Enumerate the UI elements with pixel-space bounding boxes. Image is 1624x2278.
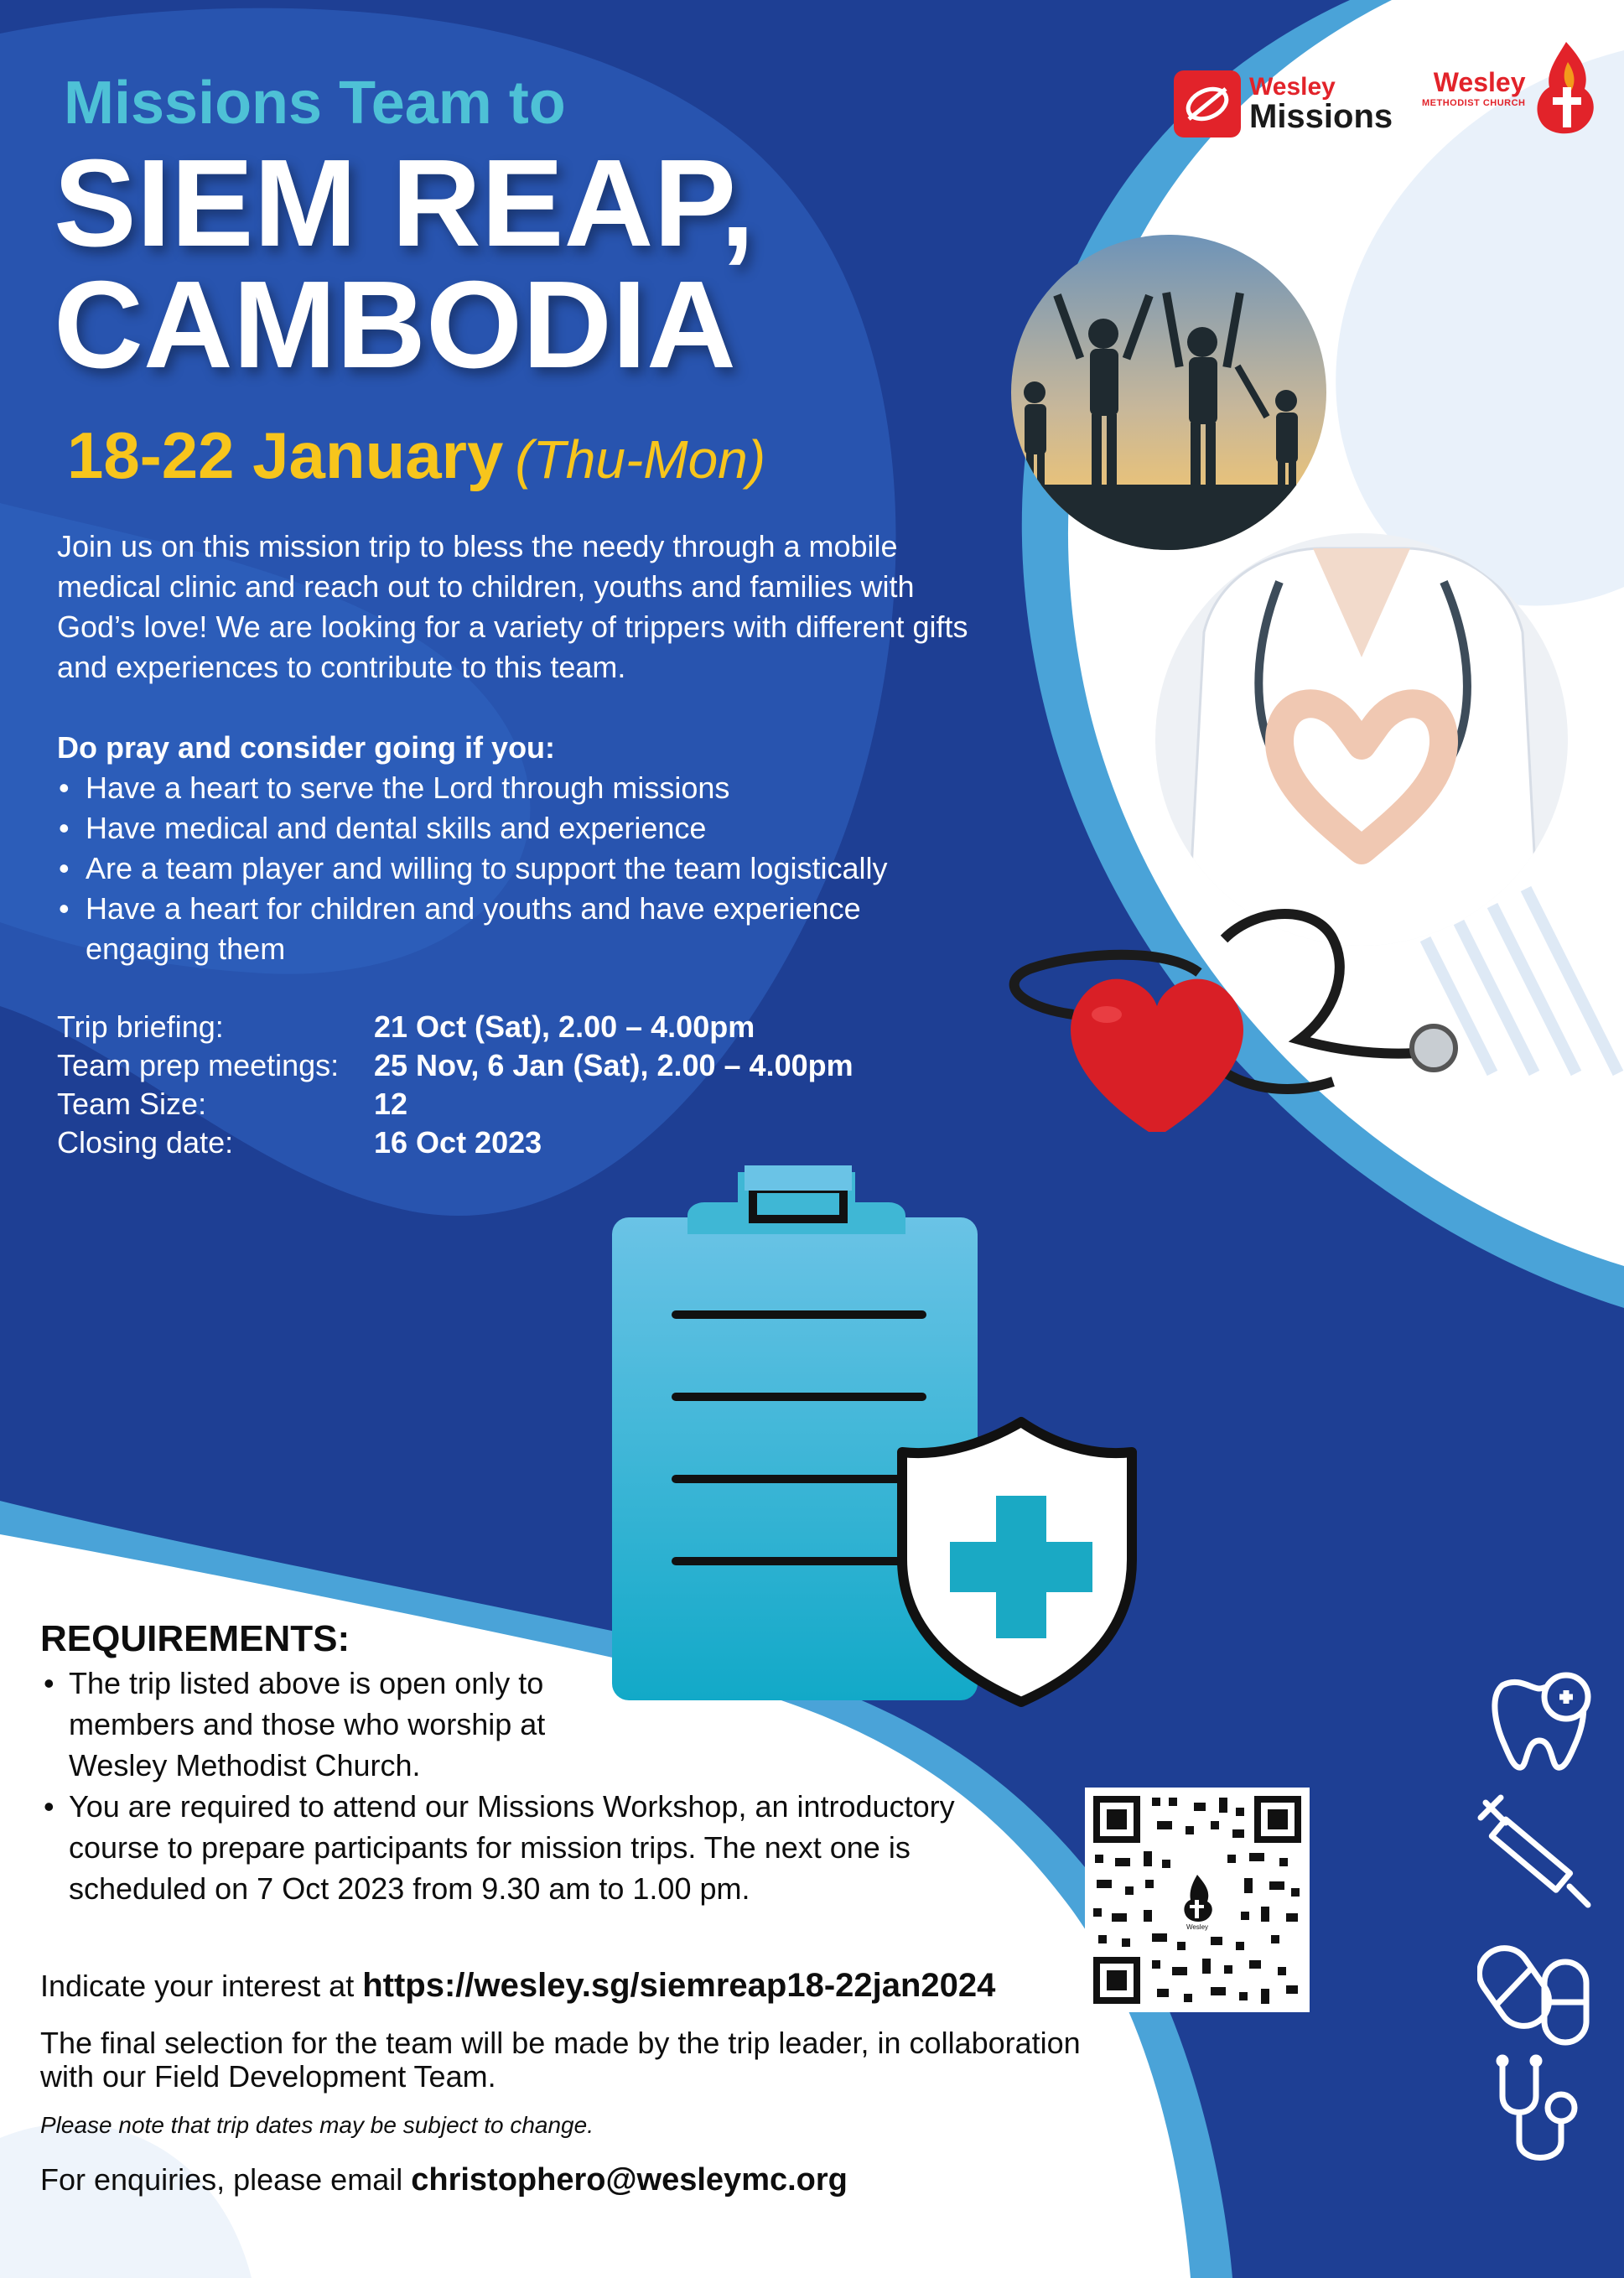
detail-value: 16 Oct 2023 <box>374 1125 542 1160</box>
celebration-photo <box>1009 233 1328 552</box>
trip-date-range: 18-22 January <box>67 418 504 492</box>
pray-heading: Do pray and consider going if you: <box>57 730 556 765</box>
title-line-2: CAMBODIA <box>54 256 736 395</box>
page-title <box>54 134 755 395</box>
doctor-heart-hands-photo <box>1154 532 1570 947</box>
wesley-missions-line1: Wesley <box>1249 73 1336 101</box>
interest-url-link[interactable]: https://wesley.sg/siemreap18-22jan2024 <box>362 1967 996 2004</box>
interest-line <box>40 1967 1097 2005</box>
trip-dates <box>67 418 765 494</box>
list-item: • You are required to attend our Missions Workshop, an introductory course to prepare participants for mission trips. The next one is scheduled on 7 Oct 2023 from 9.30 am to 1.00 pm. <box>40 1786 1025 1909</box>
detail-value: 25 Nov, 6 Jan (Sat), 2.00 – 4.00pm <box>374 1048 854 1082</box>
detail-row <box>57 1123 854 1162</box>
list-item: • Have a heart to serve the Lord through missions <box>57 768 988 808</box>
heart-stethoscope-icon <box>981 889 1476 1149</box>
final-selection-text: The final selection for the team will be made by the trip leader, in collaboration with our Field Development Team. <box>40 2026 1081 2094</box>
wesley-missions-logo <box>1174 70 1393 138</box>
detail-row <box>57 1008 854 1046</box>
requirements-heading: REQUIREMENTS: <box>40 1618 350 1659</box>
list-item: • Have a heart for children and youths and have experience engaging them <box>57 889 988 969</box>
flame-cross-icon <box>1531 39 1601 138</box>
trip-date-note: Please note that trip dates may be subject to change. <box>40 2112 594 2138</box>
list-item: • Have medical and dental skills and experience <box>57 808 988 848</box>
syringe-icon <box>1477 1794 1603 1912</box>
wesley-methodist-church-logo <box>1422 39 1601 138</box>
interest-prefix: Indicate your interest at <box>40 1969 355 2003</box>
detail-row <box>57 1085 854 1123</box>
pray-list <box>57 768 988 969</box>
detail-label: Trip briefing: <box>57 1009 224 1044</box>
trip-details <box>57 1008 854 1162</box>
wesley-missions-line2: Missions <box>1249 98 1393 135</box>
intro-section <box>57 527 988 969</box>
qr-code[interactable] <box>1085 1788 1310 2012</box>
detail-label: Closing date: <box>57 1125 234 1160</box>
enquiries-prefix: For enquiries, please email <box>40 2162 403 2197</box>
intro-paragraph: Join us on this mission trip to bless the needy through a mobile medical clinic and reach out to children, youths and families with God’s love! We are looking for a variety of trippers with different gifts and experiences to contribute to this team. <box>57 529 968 684</box>
trip-days: (Thu-Mon) <box>515 429 766 490</box>
wesley-missions-mark-icon <box>1174 70 1241 138</box>
contact-section <box>40 1967 1097 2198</box>
requirements-list <box>40 1663 1046 1909</box>
detail-label: Team prep meetings: <box>57 1048 340 1082</box>
list-item: • Are a team player and willing to support the team logistically <box>57 848 988 889</box>
pills-icon <box>1477 1928 1603 2046</box>
stethoscope-icon <box>1477 2054 1603 2180</box>
detail-label: Team Size: <box>57 1087 207 1121</box>
enquiries-line <box>40 2162 1097 2198</box>
title-line-1: SIEM REAP, <box>54 134 755 272</box>
detail-value: 12 <box>374 1087 408 1121</box>
enquiries-email-link[interactable]: christophero@wesleymc.org <box>411 2162 848 2198</box>
list-item: • The trip listed above is open only to members and those who worship at Wesley Methodist Church. <box>40 1663 639 1786</box>
wmc-logo-line2: METHODIST CHURCH <box>1422 97 1526 108</box>
wmc-logo-line1: Wesley <box>1433 67 1526 98</box>
qr-label: Wesley <box>1186 1923 1209 1931</box>
subtitle: Missions Team to <box>64 70 566 137</box>
tooth-icon <box>1477 1668 1603 1777</box>
requirements-section <box>40 1618 1046 1909</box>
detail-value: 21 Oct (Sat), 2.00 – 4.00pm <box>374 1009 755 1044</box>
detail-row <box>57 1046 854 1085</box>
